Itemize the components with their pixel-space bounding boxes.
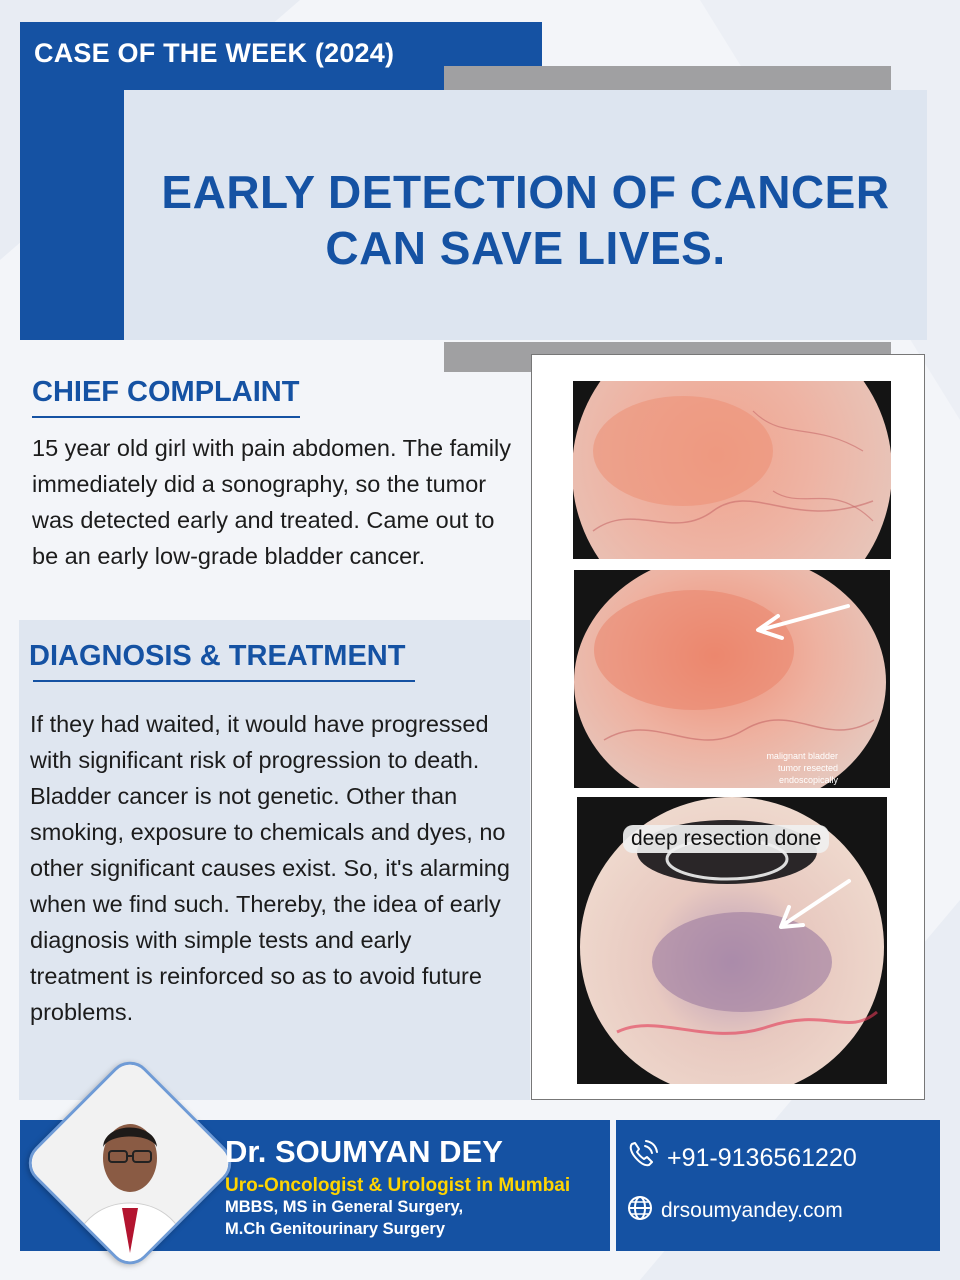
phone-number: +91-9136561220: [667, 1144, 857, 1172]
diagnosis-text: If they had waited, it would have progressed with significant risk of progression to death. Bladder cancer is not genetic. Other than smoking, exposure to chemicals and dyes, no other significant causes exist. So, it's alarming when we find such. Thereby, the idea of early diagnosis with simple tests and early treatment is reinforced so as to avoid future problems.: [30, 711, 510, 1025]
page-title-line2: CAN SAVE LIVES.: [325, 222, 726, 274]
endoscopy-caption-3: deep resection done: [623, 825, 829, 853]
endoscopy-image-1: [573, 381, 891, 559]
page-title-line1: EARLY DETECTION OF CANCER: [161, 166, 890, 218]
endoscopy-image-2: [574, 570, 890, 788]
diagnosis-underline: [33, 680, 415, 682]
chief-complaint-heading: CHIEF COMPLAINT: [32, 376, 300, 408]
website-url: drsoumyandey.com: [661, 1199, 843, 1222]
phone-icon: [627, 1140, 659, 1177]
page-title: [124, 164, 927, 276]
case-of-week-tag: CASE OF THE WEEK (2024): [34, 38, 395, 68]
chief-complaint-text: 15 year old girl with pain abdomen. The family immediately did a sonography, so the tumor was detected early and treated. Came out to be an early low-grade bladder cancer.: [32, 435, 511, 569]
doctor-name: Dr. SOUMYAN DEY: [225, 1134, 503, 1169]
doctor-qualification-2: M.Ch Genitourinary Surgery: [225, 1220, 446, 1238]
doctor-qualification-1: MBBS, MS in General Surgery,: [225, 1198, 464, 1216]
doctor-role: Uro-Oncologist & Urologist in Mumbai: [225, 1175, 571, 1196]
endoscopy-image-3: [577, 797, 887, 1084]
website-contact[interactable]: [627, 1195, 843, 1227]
endoscopy-caption-2: malignant bladder tumor resected endoscopically: [766, 751, 838, 785]
phone-contact[interactable]: [627, 1140, 857, 1177]
chief-complaint-underline: [32, 416, 300, 418]
diagnosis-heading: DIAGNOSIS & TREATMENT: [29, 640, 406, 672]
globe-icon: [627, 1195, 653, 1227]
